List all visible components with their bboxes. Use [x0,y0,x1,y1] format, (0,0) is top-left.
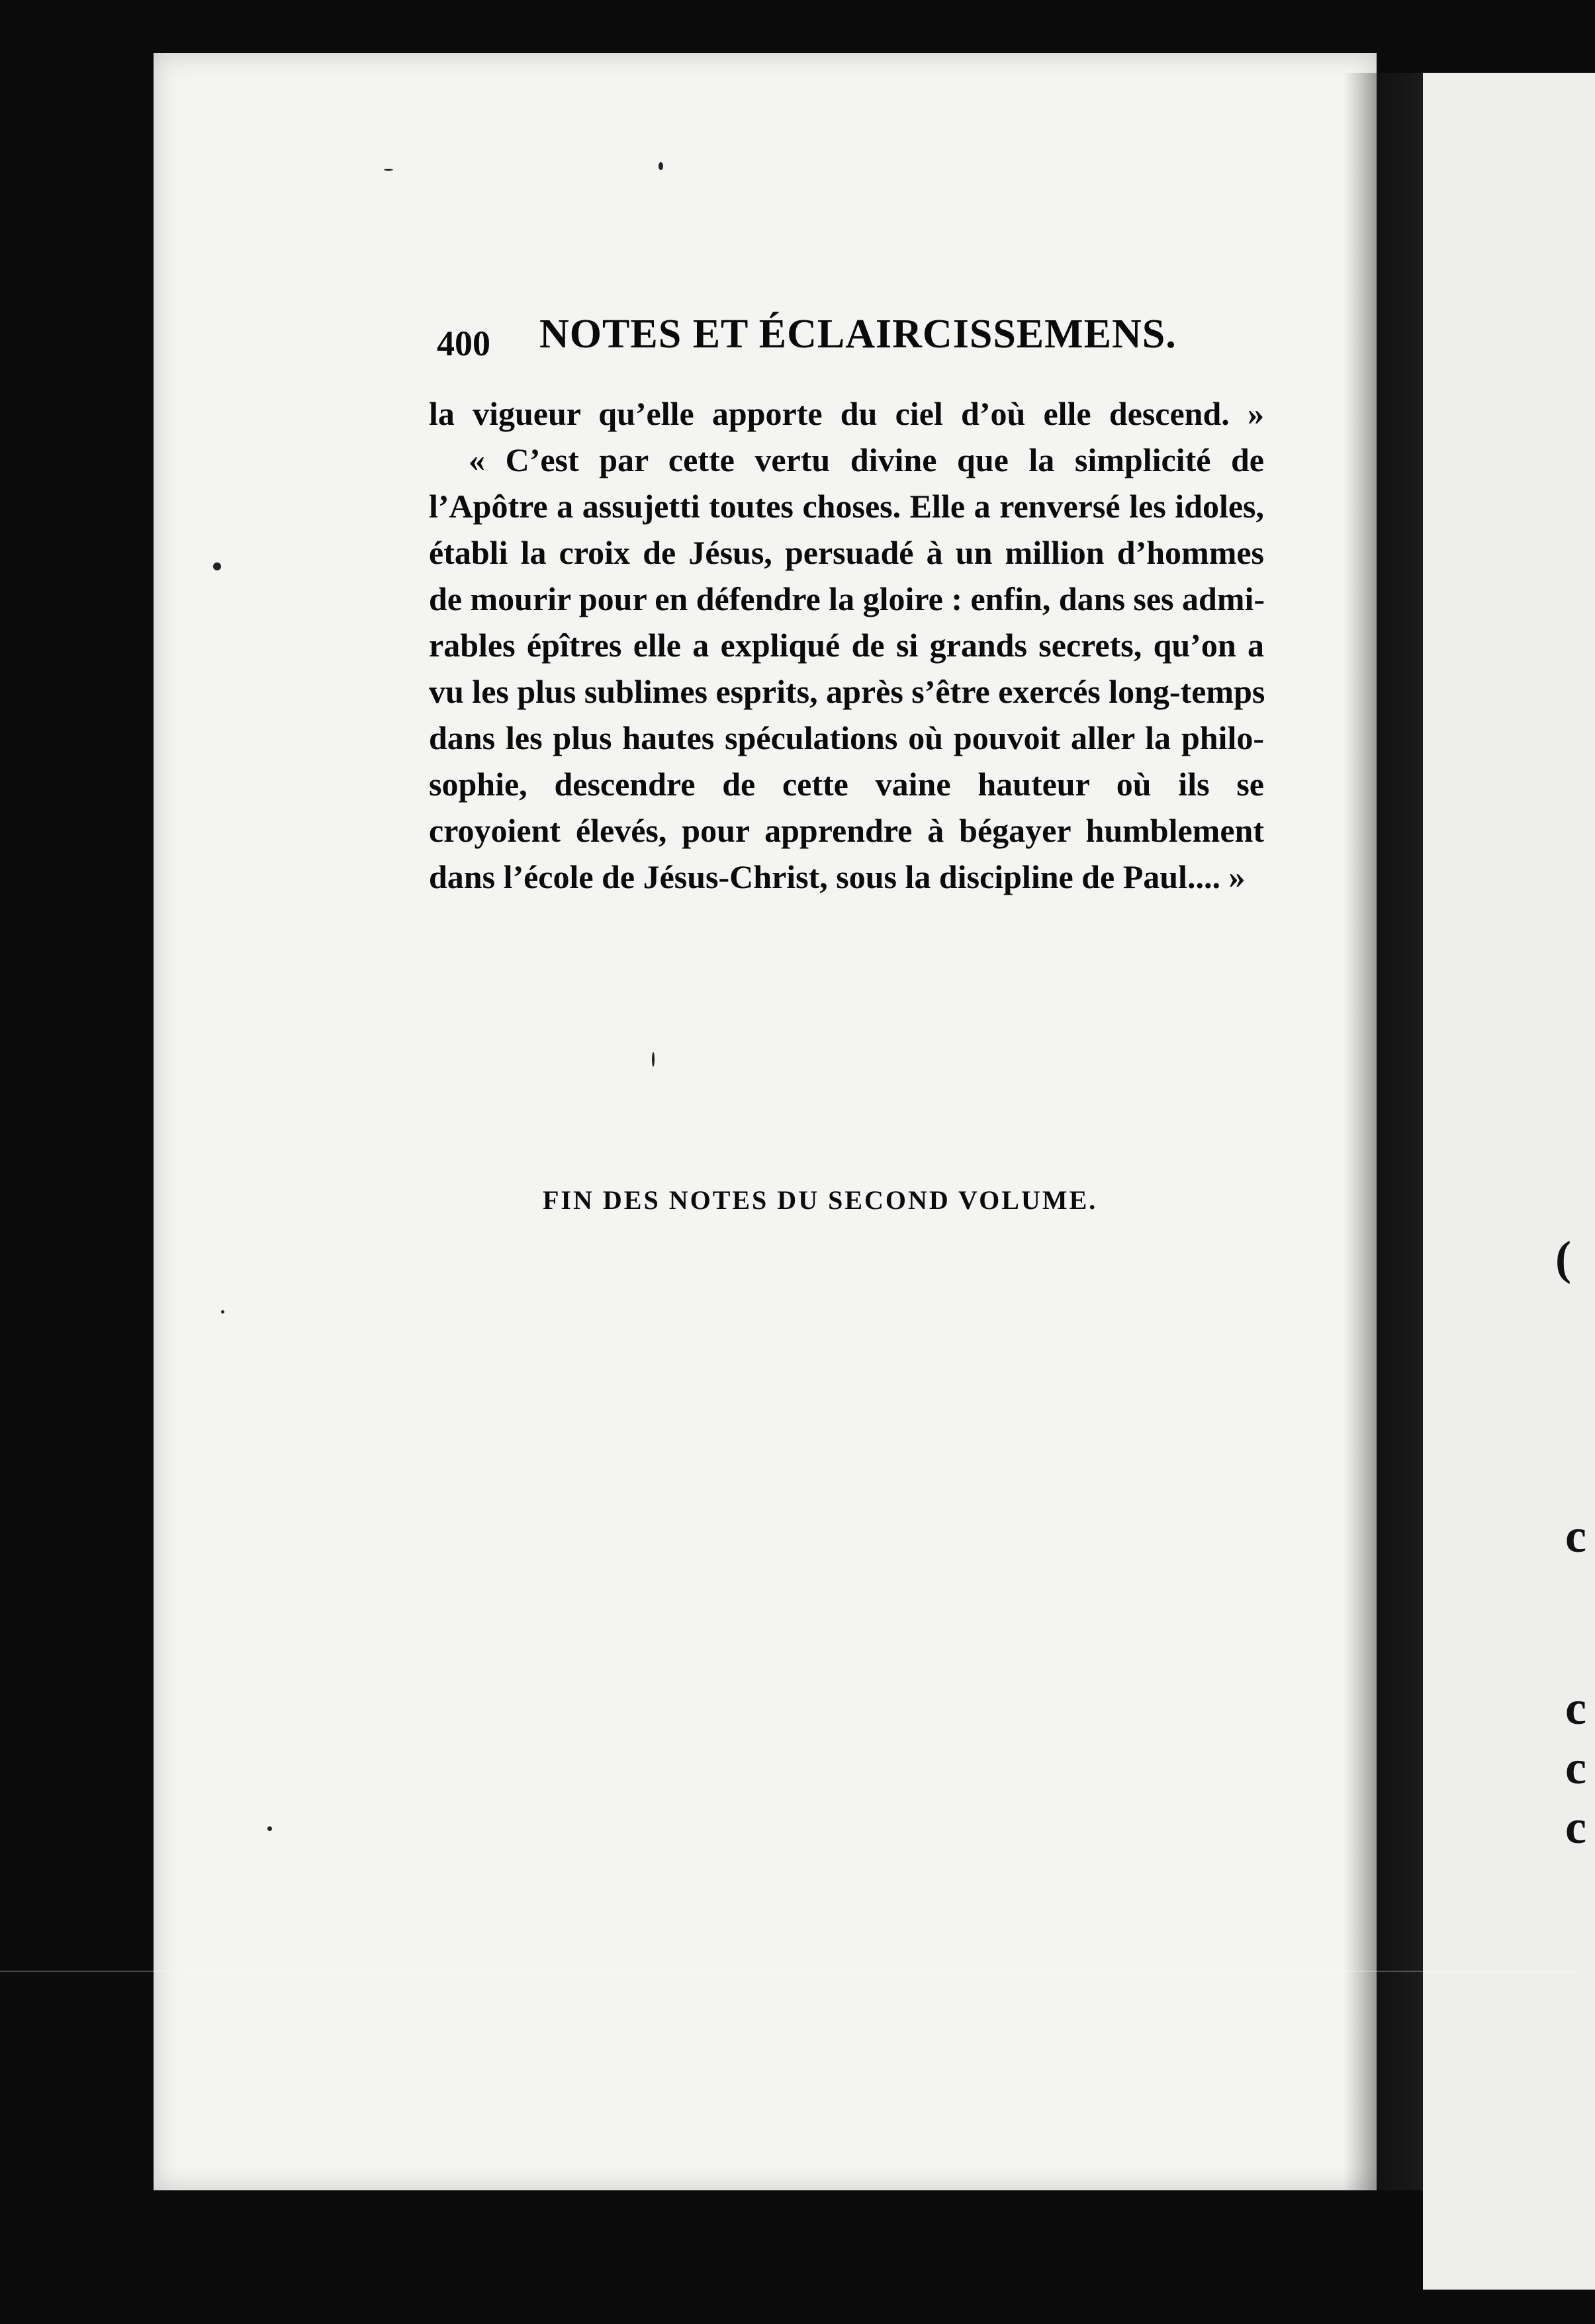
text-line: dans l’école de Jésus-Christ, sous la discipline de Paul.... » [429,858,1246,895]
text-line: « C’est par cette vertu divine que la simplicité de [469,441,1264,478]
text-line: sophie, descendre de cette vaine hauteur où ils se [429,766,1264,803]
ink-speck [659,162,663,170]
gutter-shadow [1344,73,1423,2190]
text-line: la vigueur qu’elle apporte du ciel d’où elle descend. » [429,395,1264,432]
text-line: dans les plus hautes spéculations où pouvoit aller la philo- [429,719,1264,756]
ink-speck [267,1826,272,1831]
running-head: NOTES ET ÉCLAIRCISSEMENS. [539,312,1177,357]
page-header [437,311,1177,371]
facing-page [1423,73,1595,2290]
ink-speck [221,1310,224,1314]
end-of-volume-note: FIN DES NOTES DU SECOND VOLUME. [543,1185,1098,1215]
ink-speck [213,562,221,570]
text-line: croyoient élevés, pour apprendre à bégayer humblement [429,812,1264,849]
text-line: établi la croix de Jésus, persuadé à un million d’hommes [429,534,1264,571]
ink-speck [652,1052,655,1067]
facing-page-glyph: ( [1555,1231,1571,1284]
scan-artifact-line [0,1971,1578,1972]
facing-page-glyph: c [1565,1681,1586,1734]
facing-page-glyph: c [1565,1509,1586,1562]
text-line: vu les plus sublimes esprits, après s’être exercés long-temps [429,673,1265,710]
text-line: l’Apôtre a assujetti toutes choses. Elle a renversé les idoles, [429,488,1264,525]
text-line: de mourir pour en défendre la gloire : enfin, dans ses admi- [429,580,1265,617]
ink-speck [384,169,393,171]
body-text [429,390,1264,900]
facing-page-glyph: c [1565,1741,1586,1794]
text-line: rables épîtres elle a expliqué de si grands secrets, qu’on a [429,627,1264,664]
page-number: 400 [437,324,490,363]
facing-page-glyph: c [1565,1801,1586,1854]
